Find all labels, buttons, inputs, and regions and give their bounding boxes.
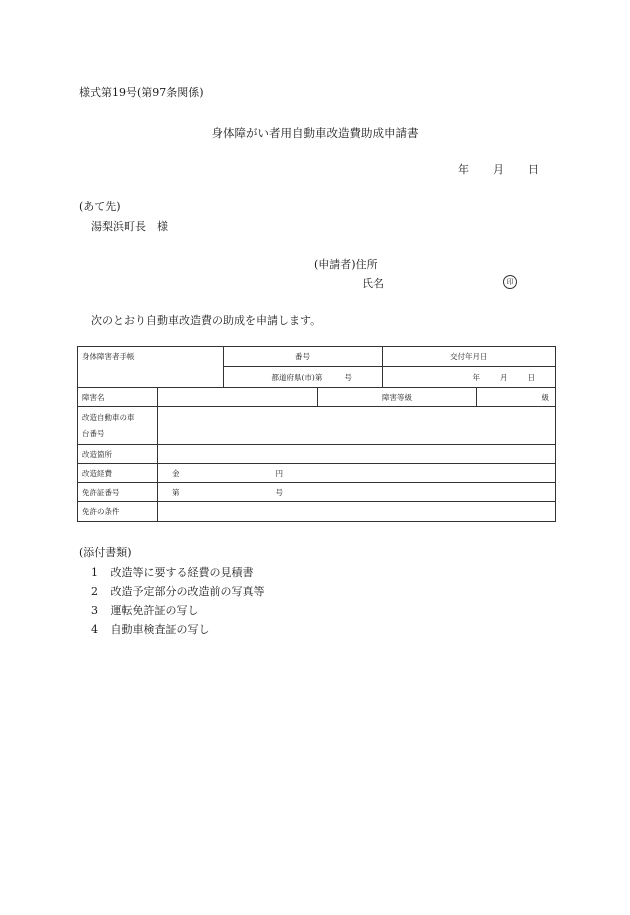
disability-name-label: 障害名 — [78, 388, 158, 406]
cost-field[interactable] — [158, 464, 555, 482]
seal-mark: 印 — [503, 275, 517, 289]
attachment-text: 自動車検査証の写し — [110, 623, 210, 636]
disability-grade-label: 障害等級 — [318, 388, 477, 406]
issue-year-label: 年 — [472, 372, 480, 382]
chassis-label-line1: 改造自動車の車 — [82, 412, 135, 422]
document-title: 身体障がい者用自動車改造費助成申請書 — [211, 126, 419, 140]
addressee-label: (あて先) — [79, 200, 121, 213]
disability-grade-field[interactable] — [477, 388, 555, 406]
intro-text: 次のとおり自動車改造費の助成を申請します。 — [91, 314, 322, 327]
chassis-label-line2: 台番号 — [82, 429, 105, 439]
chassis-number-label — [78, 407, 158, 444]
attachment-item — [91, 582, 265, 601]
modification-area-label: 改造箇所 — [78, 445, 158, 463]
cost-unit: 円 — [275, 468, 283, 478]
grade-suffix: 級 — [541, 392, 549, 402]
license-conditions-field[interactable] — [158, 502, 555, 521]
addressee-name: 湯梨浜町長 様 — [91, 220, 168, 233]
disability-name-field[interactable] — [158, 388, 318, 406]
attachment-number: 4 — [91, 623, 98, 636]
license-number-label: 免許証番号 — [78, 483, 158, 501]
applicant-name-label: 氏名 — [362, 277, 384, 290]
cost-prefix: 金 — [172, 468, 180, 478]
attachments-list — [91, 563, 265, 639]
applicant-address-label: (申請者)住所 — [314, 258, 378, 271]
form-number: 様式第19号(第97条関係) — [79, 86, 204, 99]
attachments-heading: (添付書類) — [79, 546, 132, 559]
number-suffix: 号 — [344, 372, 352, 382]
attachment-text: 改造予定部分の改造前の写真等 — [110, 585, 265, 598]
issue-month-label: 月 — [500, 372, 508, 382]
attachment-text: 運転免許証の写し — [110, 604, 199, 617]
handbook-number-field[interactable] — [224, 367, 383, 387]
handbook-number-label: 番号 — [224, 347, 383, 366]
license-prefix: 第 — [172, 487, 180, 497]
date-year-label: 年 — [458, 163, 469, 176]
attachment-number: 3 — [91, 604, 98, 617]
issue-date-label: 交付年月日 — [450, 352, 488, 361]
issue-day-label: 日 — [527, 372, 535, 382]
attachment-number: 1 — [91, 566, 98, 579]
handbook-block — [78, 347, 555, 388]
attachment-item — [91, 601, 265, 620]
cost-row — [78, 464, 555, 483]
chassis-row — [78, 407, 555, 445]
application-table — [77, 346, 556, 522]
date-month-label: 月 — [493, 163, 504, 176]
attachment-item — [91, 563, 265, 582]
license-conditions-row — [78, 502, 555, 521]
prefecture-label: 都道府県(市)第 — [271, 372, 323, 382]
license-suffix: 号 — [275, 487, 283, 497]
license-conditions-label: 免許の条件 — [78, 502, 158, 521]
chassis-number-field[interactable] — [158, 407, 555, 444]
modification-area-row — [78, 445, 555, 464]
attachment-item — [91, 620, 265, 639]
license-number-field[interactable] — [158, 483, 555, 501]
disability-row — [78, 388, 555, 407]
attachment-text: 改造等に要する経費の見積書 — [110, 566, 254, 579]
attachment-number: 2 — [91, 585, 98, 598]
handbook-label: 身体障害者手帳 — [78, 347, 224, 387]
date-day-label: 日 — [528, 163, 539, 176]
modification-area-field[interactable] — [158, 445, 555, 463]
license-number-row — [78, 483, 555, 502]
cost-label: 改造経費 — [78, 464, 158, 482]
issue-date-field[interactable] — [383, 367, 556, 387]
